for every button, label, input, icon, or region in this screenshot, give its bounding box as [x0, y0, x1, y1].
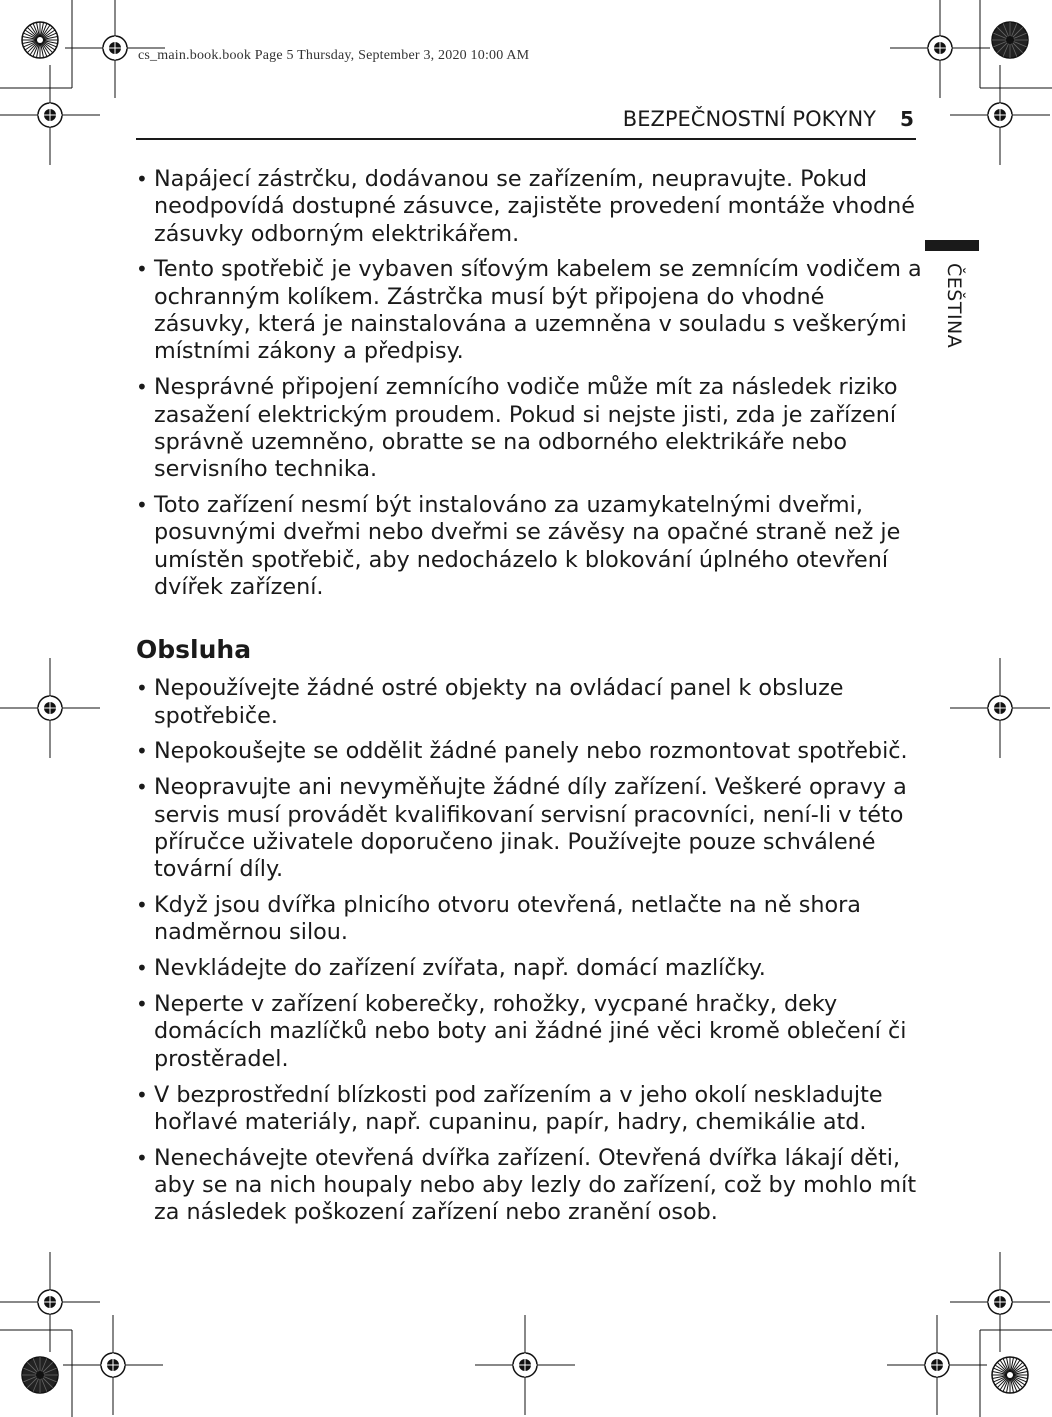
list-item: • Neopravujte ani nevyměňujte žádné díly zařízení. Veškeré opravy a servis musí provádět kvalifikovaní servisní pracovníci, není-li v této příručce uživatele doporučeno jinak. Používejte pouze schválené tovární díly.	[136, 774, 926, 883]
list-item: • Nevkládejte do zařízení zvířata, např. domácí mazlíčky.	[136, 955, 926, 982]
page-number: 5	[900, 107, 914, 131]
page-title: BEZPEČNOSTNÍ POKYNY	[622, 107, 876, 131]
list-item: • Neperte v zařízení koberečky, rohožky, vycpané hračky, deky domácích mazlíčků nebo boty ani žádné jiné věci kromě oblečení či prostěradel.	[136, 991, 926, 1073]
list-item: • Nepokoušejte se oddělit žádné panely nebo rozmontovat spotřebič.	[136, 738, 926, 765]
registration-mark-icon	[0, 1252, 100, 1352]
registration-mark-icon	[0, 65, 100, 165]
language-tab-label: ČEŠTINA	[943, 263, 965, 349]
operation-bullet-list	[136, 675, 926, 1227]
list-item: • Nenechávejte otevřená dvířka zařízení. Otevřená dvířka lákají děti, aby se na nich houpaly nebo aby lezly do zařízení, což by mohlo mít za následek poškození zařízení nebo zranění osob.	[136, 1145, 926, 1227]
list-item: • V bezprostřední blízkosti pod zařízením a v jeho okolí neskladujte hořlavé materiály, např. cupaninu, papír, hadry, chemikálie atd.	[136, 1082, 926, 1137]
section-heading-obsluha: Obsluha	[136, 635, 252, 665]
registration-mark-icon	[887, 1315, 987, 1415]
list-item: • Když jsou dvířka plnicího otvoru otevřená, netlačte na ně shora nadměrnou silou.	[136, 892, 926, 947]
registration-mark-icon	[0, 658, 100, 758]
registration-mark-icon	[890, 0, 990, 98]
list-item: • Nesprávné připojení zemnícího vodiče může mít za následek riziko zasažení elektrickým proudem. Pokud si nejste jisti, zda je zařízení správně uzemněno, obratte se na odborného elektrikáře nebo servisního technika.	[136, 374, 926, 483]
registration-mark-icon	[950, 65, 1050, 165]
registration-mark-icon	[63, 1315, 163, 1415]
color-wheel-icon	[22, 22, 58, 58]
registration-mark-icon	[950, 1252, 1050, 1352]
registration-mark-icon	[475, 1315, 575, 1415]
list-item: • Napájecí zástrčku, dodávanou se zařízením, neupravujte. Pokud neodpovídá dostupné zásuvce, zajistěte provedení montáže vhodné zásuvky odborným elektrikářem.	[136, 166, 926, 248]
safety-bullet-list	[136, 166, 926, 601]
language-tab-marker	[925, 240, 979, 251]
registration-mark-icon	[950, 658, 1050, 758]
header-rule	[136, 138, 916, 140]
print-slug: cs_main.book.book Page 5 Thursday, September 3, 2020 10:00 AM	[138, 48, 530, 63]
list-item: • Toto zařízení nesmí být instalováno za uzamykatelnými dveřmi, posuvnými dveřmi nebo dveřmi se závěsy na opačné straně než je umístěn spotřebič, aby nedocházelo k blokování úplného otevření dvířek zařízení.	[136, 492, 926, 601]
list-item: • Tento spotřebič je vybaven síťovým kabelem se zemnícím vodičem a ochranným kolíkem. Zástrčka musí být připojena do vhodné zásuvky, která je nainstalována a uzemněna v souladu s veškerými místními zákony a předpisy.	[136, 256, 926, 365]
color-wheel-icon	[992, 1357, 1028, 1393]
color-wheel-icon	[22, 1357, 58, 1393]
color-wheel-icon	[992, 22, 1028, 58]
list-item: • Nepoužívejte žádné ostré objekty na ovládací panel k obsluze spotřebiče.	[136, 675, 926, 730]
page-content	[136, 166, 926, 1235]
